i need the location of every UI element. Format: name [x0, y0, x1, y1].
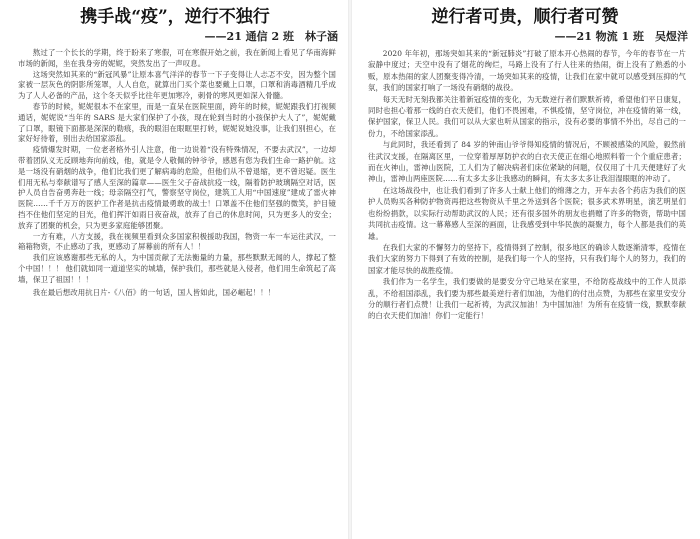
paragraph: 在这场战役中，也让我们看到了许多人士献上他们的绵薄之力，开车去各个药店为我们的医护人员购买各种防护物资再把这些物资从千里之外送到各个医院；很多武术界明星，演艺明星们也纷纷捐款，以实际行动帮助武汉的人民；还有很多国外的朋友也捐赠了许多的物资，帮助中国共同抗击疫情。这一幕幕感人至深的画面，让我感受到中华民族的凝聚力，每个人都是我们的英雄。 [368, 185, 686, 241]
document-page-right [358, 0, 692, 539]
paragraph: 一方有难，八方支援，我在视频里看到众多国家积极援助我国，物资一车一车运往武汉，一箱箱物资，不止感动了我，更感动了屏幕前的所有人！！ [18, 231, 336, 252]
paragraph: 2020 年年初，那场突如其来的“新冠肺炎”打破了原本开心热闹的春节，今年的春节在一片寂静中度过；天空中没有了烟花的绚烂，马路上没有了行人往来的热闹，街上没有了熟悉的小贩，原本热闹的家人团聚变得冷清，一场突如其来的疫情，让我们在家中就可以感受到压抑的气氛，我们的国家打响了一场没有硝烟的战役。 [368, 49, 686, 93]
article-title-left: 携手战“疫”，逆行不独行 [80, 7, 270, 27]
article-byline-right: ——21 物流 1 班 吴煜洋 [554, 30, 688, 43]
paragraph: 与此同时，我还看到了 84 岁的钟南山爷爷得知疫情的情况后，不顾被感染的风险，毅然前往武汉支援，在隔离区里，一位穿着厚厚防护衣的白衣天使正在细心地照料着一个个重症患者；而在火神山，雷神山医院，工人们为了解决病者们床位紧缺的问题，仅仅用了十几天便建好了火神山，雷神山两座医院……有太多太多让我感动的瞬间，有太多太多让我泪湿眼眶的冲动了。 [368, 140, 686, 184]
paragraph: 我们作为一名学生，我们要做的是要安分守己地呆在家里，不给防疫战线中的工作人员添乱，不给祖国添乱，我们要为那些最美逆行者们加油，为他们的付出点赞，为那些在家里安安分分的顺行者们点赞！让我们一起祈祷，为武汉加油！为中国加油！为所有在疫情一线，默默奉献的白衣天使们加油！你们一定能行！ [368, 277, 686, 321]
paragraph: 疫情爆发时期，一位老者格外引人注意，他一边说着“没有特殊情况，不要去武汉”，一边却带着团队义无反顾地奔向前线，他，就是令人敬佩的钟爷爷，感恩有您为我们生命一路护航。这是一场没有硝烟的战争，他们比我们更了解病毒的危险，但他们从不曾退缩，更不曾迟疑。医生们用无私与奉献谱写了感人至深的篇章——医生父子奋战抗疫一线，隔着防护玻璃隔空对话，医护人员自告奋勇奔赴一线；母亲隔空打气，警察坚守岗位，建筑工人用“中国速度”建成了雷火神医院……千千万万的医护工作者是抗击疫情最勇敢的战士！口罩盖不住他们坚强的微笑，护目镜挡不住他们坚定的目光，他们挥汗如雨日夜奋战，放弃了自己的休息时间，只为更多人的安全；放弃了团聚的机会，只为更多家庭能够团聚。 [18, 145, 336, 230]
document-page-left [8, 0, 342, 539]
article-body-left [8, 48, 342, 298]
page-divider [348, 0, 352, 539]
article-title-right: 逆行者可贵，顺行者可赞 [431, 7, 619, 27]
paragraph: 在我们大家的不懈努力的坚持下，疫情得到了控制，很多地区的确诊人数逐渐清零，疫情在我们大家的努力下得到了有效的控制，是我们每一个人的坚持，只有我们每个人的努力，我们的国家才能尽快的战胜疫情。 [368, 242, 686, 275]
paragraph: 熬过了一个长长的学期，终于盼来了寒假，可在寒假开始之前，我在新闻上看见了华南海鲜市场的新闻，坐在我身旁的妮妮，突然发出了一声叹息。 [18, 48, 336, 68]
paragraph: 春节的时候，妮妮很本不在家里，而是一直呆在医院里面，跨年的时候，妮妮跟我们打视频通话，妮妮说“当年的 SARS 是大家们保护了小孩，现在轮到当时的小孩保护大人了”，妮妮戴了口罩，眼镜下面都是深深的勒痕，我的眼泪在眼眶里打转，妮妮说她没事，让我们别担心，在家好好待着，别出去给国家添乱。 [18, 101, 336, 144]
paragraph: 我们应该感谢那些无私的人，为中国贡献了无法衡量的力量，那些默默无闻的人，撑起了整个中国！！！ 他们就如同一道道坚实的城墙，保护我们，那些就是入侵者，他们用生命筑起了高墙，保卫了祖国！！！ [18, 253, 336, 284]
closing-paragraph: 我在最后想改用抗日片-《八佰》的一句话，国人皆如此，国必崛起！！！ [32, 287, 276, 297]
paragraph: 这场突然如其来的“新冠风暴”让原本喜气洋洋的春节一下子变得让人忐忑不安，因为整个国家被一层灰色的阴影所笼罩，人人自危，就算出门买个菜也要戴上口罩，口罩和消毒酒精几乎成为了人人必备的产品，这个冬天似乎比往年更加寒冷，刺骨的寒风更如深入骨髓。 [18, 69, 336, 101]
article-body-right [358, 48, 692, 322]
paragraph: 每天无时无刻我都关注着新冠疫情的变化，为无数逆行者们默默祈祷，希望他们平日康复，同时也担心着那一线的白衣天使们，他们不畏困难，不惧疫情，坚守岗位，冲在疫情的第一线，保护国家，保卫人民。我们可以从大家也听从国家的指示，没有必要的事情不外出，尽自己的一份力，不给国家添乱。 [368, 94, 686, 138]
article-byline-left: ——21 通信 2 班 林子涵 [204, 30, 338, 43]
